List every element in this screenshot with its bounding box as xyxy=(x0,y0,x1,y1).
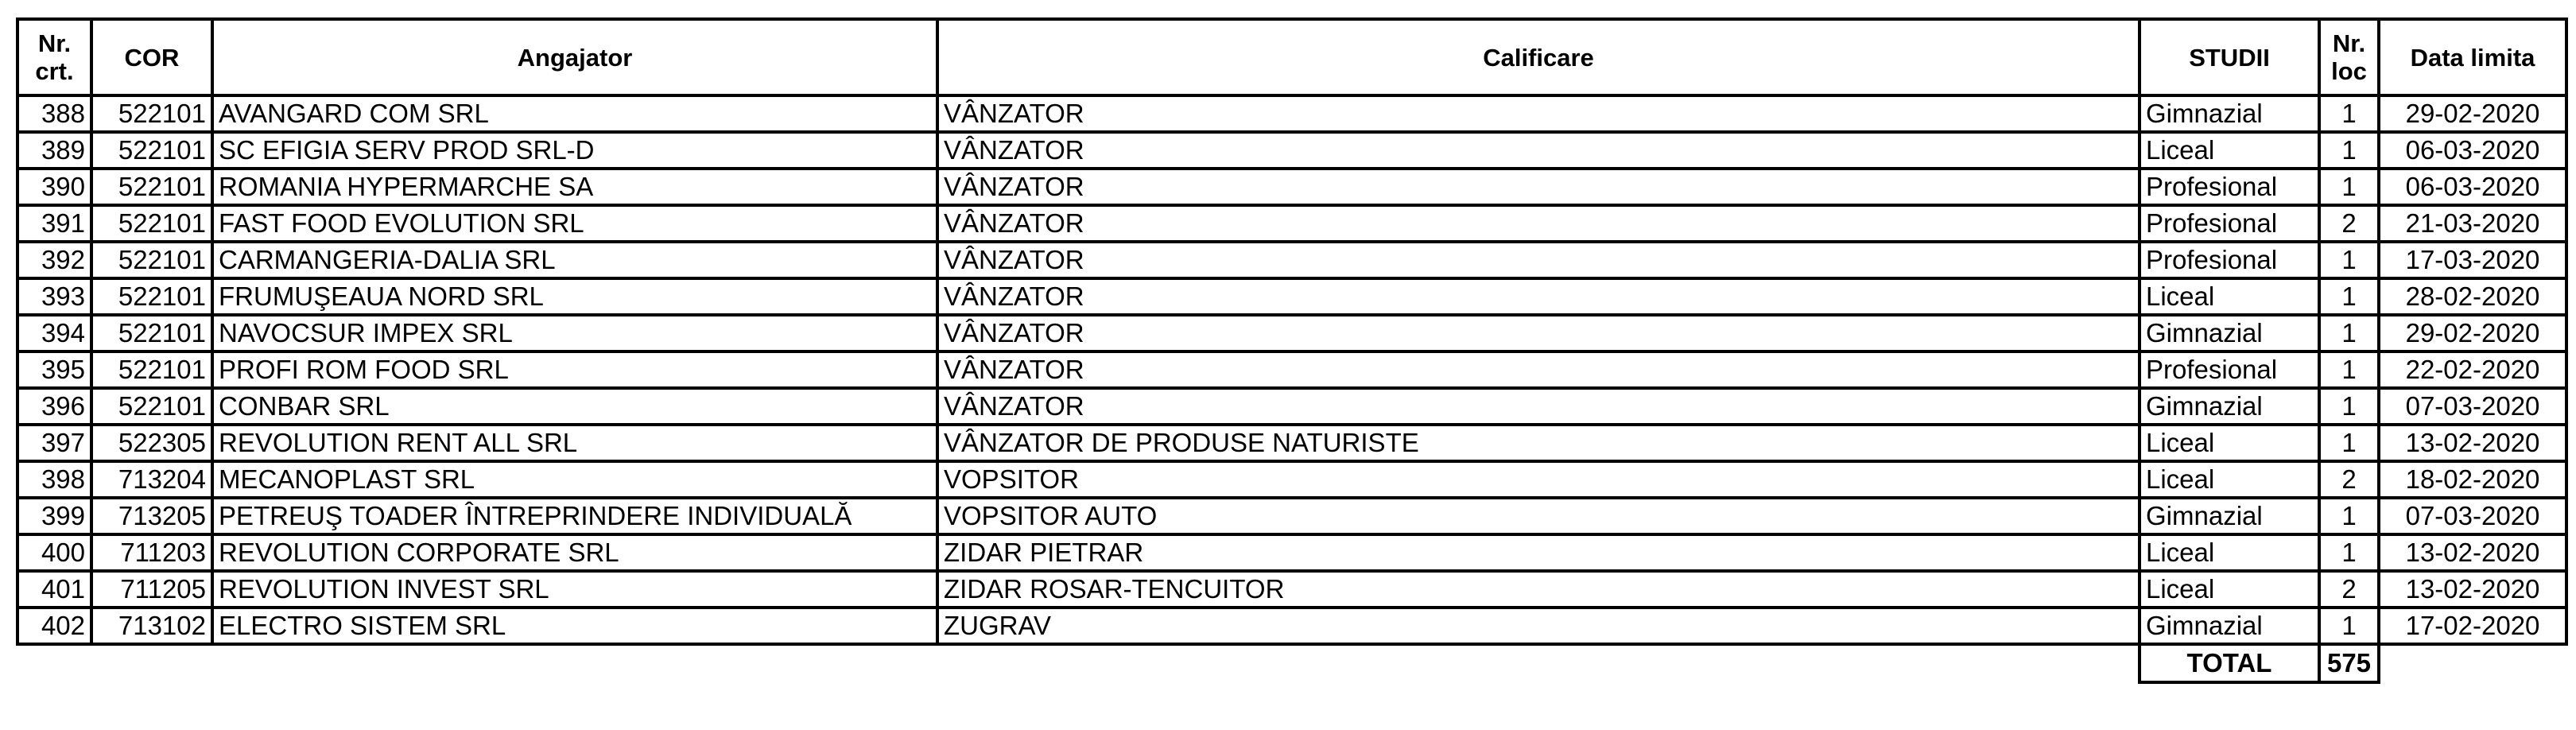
cell-calificare: VÂNZATOR xyxy=(937,169,2140,205)
cell-angajator: ELECTRO SISTEM SRL xyxy=(212,608,937,644)
cell-studii: Liceal xyxy=(2140,461,2319,498)
cell-calificare: VÂNZATOR xyxy=(937,132,2140,169)
cell-data-limita: 18-02-2020 xyxy=(2379,461,2566,498)
cell-nr-loc: 1 xyxy=(2319,132,2379,169)
cell-nr-crt: 401 xyxy=(17,571,91,608)
cell-nr-crt: 394 xyxy=(17,315,91,351)
cell-nr-loc: 1 xyxy=(2319,169,2379,205)
cell-nr-crt: 397 xyxy=(17,425,91,461)
cell-cor: 713205 xyxy=(91,498,212,534)
cell-nr-loc: 1 xyxy=(2319,315,2379,351)
cell-studii: Liceal xyxy=(2140,571,2319,608)
cell-nr-crt: 393 xyxy=(17,278,91,315)
table-row xyxy=(17,534,2566,571)
cell-angajator: AVANGARD COM SRL xyxy=(212,95,937,132)
cell-cor: 522101 xyxy=(91,205,212,242)
cell-angajator: PETREUŞ TOADER ÎNTREPRINDERE INDIVIDUALĂ xyxy=(212,498,937,534)
cell-nr-loc: 1 xyxy=(2319,351,2379,388)
cell-angajator: REVOLUTION CORPORATE SRL xyxy=(212,534,937,571)
cell-studii: Profesional xyxy=(2140,205,2319,242)
table-row xyxy=(17,205,2566,242)
cell-nr-loc: 1 xyxy=(2319,242,2379,278)
cell-cor: 711205 xyxy=(91,571,212,608)
cell-angajator: SC EFIGIA SERV PROD SRL-D xyxy=(212,132,937,169)
cell-cor: 522101 xyxy=(91,169,212,205)
cell-studii: Liceal xyxy=(2140,534,2319,571)
cell-data-limita: 17-02-2020 xyxy=(2379,608,2566,644)
cell-studii: Gimnazial xyxy=(2140,388,2319,425)
cell-data-limita: 07-03-2020 xyxy=(2379,388,2566,425)
cell-nr-crt: 398 xyxy=(17,461,91,498)
cell-cor: 522305 xyxy=(91,425,212,461)
cell-calificare: VOPSITOR xyxy=(937,461,2140,498)
cell-data-limita: 13-02-2020 xyxy=(2379,534,2566,571)
cell-cor: 711203 xyxy=(91,534,212,571)
cell-nr-loc: 1 xyxy=(2319,388,2379,425)
cell-calificare: ZIDAR PIETRAR xyxy=(937,534,2140,571)
cell-nr-crt: 391 xyxy=(17,205,91,242)
cell-studii: Profesional xyxy=(2140,169,2319,205)
cell-cor: 522101 xyxy=(91,242,212,278)
table-footer xyxy=(17,644,2566,682)
header-data-limita: Data limita xyxy=(2379,19,2566,95)
header-row xyxy=(17,19,2566,95)
cell-data-limita: 22-02-2020 xyxy=(2379,351,2566,388)
cell-nr-loc: 1 xyxy=(2319,95,2379,132)
cell-angajator: PROFI ROM FOOD SRL xyxy=(212,351,937,388)
cell-studii: Liceal xyxy=(2140,278,2319,315)
cell-nr-crt: 388 xyxy=(17,95,91,132)
cell-data-limita: 06-03-2020 xyxy=(2379,132,2566,169)
table-row xyxy=(17,169,2566,205)
cell-angajator: CONBAR SRL xyxy=(212,388,937,425)
cell-nr-loc: 2 xyxy=(2319,571,2379,608)
cell-calificare: VÂNZATOR xyxy=(937,315,2140,351)
table-row xyxy=(17,315,2566,351)
total-spacer-right xyxy=(2379,644,2566,682)
cell-angajator: NAVOCSUR IMPEX SRL xyxy=(212,315,937,351)
cell-nr-loc: 1 xyxy=(2319,608,2379,644)
cell-data-limita: 06-03-2020 xyxy=(2379,169,2566,205)
cell-calificare: VÂNZATOR xyxy=(937,242,2140,278)
cell-studii: Gimnazial xyxy=(2140,498,2319,534)
cell-data-limita: 21-03-2020 xyxy=(2379,205,2566,242)
total-label: TOTAL xyxy=(2140,644,2319,682)
cell-cor: 522101 xyxy=(91,95,212,132)
table-row xyxy=(17,425,2566,461)
cell-nr-loc: 2 xyxy=(2319,205,2379,242)
cell-data-limita: 07-03-2020 xyxy=(2379,498,2566,534)
total-spacer xyxy=(17,644,2140,682)
cell-nr-crt: 396 xyxy=(17,388,91,425)
cell-calificare: VÂNZATOR xyxy=(937,278,2140,315)
header-calificare: Calificare xyxy=(937,19,2140,95)
table-row xyxy=(17,571,2566,608)
cell-data-limita: 13-02-2020 xyxy=(2379,425,2566,461)
cell-data-limita: 28-02-2020 xyxy=(2379,278,2566,315)
table-row xyxy=(17,242,2566,278)
cell-data-limita: 29-02-2020 xyxy=(2379,315,2566,351)
cell-nr-loc: 1 xyxy=(2319,498,2379,534)
cell-angajator: REVOLUTION INVEST SRL xyxy=(212,571,937,608)
cell-nr-loc: 1 xyxy=(2319,425,2379,461)
cell-nr-crt: 390 xyxy=(17,169,91,205)
cell-cor: 713102 xyxy=(91,608,212,644)
cell-nr-loc: 2 xyxy=(2319,461,2379,498)
cell-angajator: FAST FOOD EVOLUTION SRL xyxy=(212,205,937,242)
cell-nr-crt: 395 xyxy=(17,351,91,388)
table-row xyxy=(17,278,2566,315)
cell-angajator: MECANOPLAST SRL xyxy=(212,461,937,498)
header-cor: COR xyxy=(91,19,212,95)
cell-nr-crt: 392 xyxy=(17,242,91,278)
cell-calificare: VÂNZATOR DE PRODUSE NATURISTE xyxy=(937,425,2140,461)
cell-data-limita: 13-02-2020 xyxy=(2379,571,2566,608)
header-nr-crt: Nr. crt. xyxy=(17,19,91,95)
header-studii: STUDII xyxy=(2140,19,2319,95)
cell-cor: 522101 xyxy=(91,351,212,388)
cell-studii: Profesional xyxy=(2140,242,2319,278)
header-nr-loc: Nr. loc xyxy=(2319,19,2379,95)
cell-nr-loc: 1 xyxy=(2319,278,2379,315)
cell-angajator: FRUMUŞEAUA NORD SRL xyxy=(212,278,937,315)
cell-calificare: VOPSITOR AUTO xyxy=(937,498,2140,534)
table-body xyxy=(17,95,2566,644)
cell-angajator: REVOLUTION RENT ALL SRL xyxy=(212,425,937,461)
cell-studii: Liceal xyxy=(2140,425,2319,461)
header-angajator: Angajator xyxy=(212,19,937,95)
cell-nr-loc: 1 xyxy=(2319,534,2379,571)
cell-cor: 713204 xyxy=(91,461,212,498)
cell-angajator: ROMANIA HYPERMARCHE SA xyxy=(212,169,937,205)
total-row xyxy=(17,644,2566,682)
cell-nr-crt: 402 xyxy=(17,608,91,644)
total-value: 575 xyxy=(2319,644,2379,682)
cell-cor: 522101 xyxy=(91,278,212,315)
table-row xyxy=(17,608,2566,644)
table-row xyxy=(17,498,2566,534)
job-listings-table xyxy=(16,17,2568,684)
table-row xyxy=(17,351,2566,388)
table-row xyxy=(17,95,2566,132)
cell-nr-crt: 400 xyxy=(17,534,91,571)
cell-nr-crt: 389 xyxy=(17,132,91,169)
cell-cor: 522101 xyxy=(91,315,212,351)
cell-calificare: VÂNZATOR xyxy=(937,95,2140,132)
cell-nr-crt: 399 xyxy=(17,498,91,534)
cell-data-limita: 17-03-2020 xyxy=(2379,242,2566,278)
cell-calificare: ZUGRAV xyxy=(937,608,2140,644)
cell-angajator: CARMANGERIA-DALIA SRL xyxy=(212,242,937,278)
cell-cor: 522101 xyxy=(91,388,212,425)
table-row xyxy=(17,132,2566,169)
cell-data-limita: 29-02-2020 xyxy=(2379,95,2566,132)
cell-cor: 522101 xyxy=(91,132,212,169)
cell-studii: Liceal xyxy=(2140,132,2319,169)
table-row xyxy=(17,461,2566,498)
cell-studii: Gimnazial xyxy=(2140,95,2319,132)
table-row xyxy=(17,388,2566,425)
cell-studii: Profesional xyxy=(2140,351,2319,388)
cell-calificare: VÂNZATOR xyxy=(937,351,2140,388)
cell-calificare: VÂNZATOR xyxy=(937,388,2140,425)
table-header xyxy=(17,19,2566,95)
cell-calificare: ZIDAR ROSAR-TENCUITOR xyxy=(937,571,2140,608)
cell-studii: Gimnazial xyxy=(2140,315,2319,351)
cell-studii: Gimnazial xyxy=(2140,608,2319,644)
cell-calificare: VÂNZATOR xyxy=(937,205,2140,242)
